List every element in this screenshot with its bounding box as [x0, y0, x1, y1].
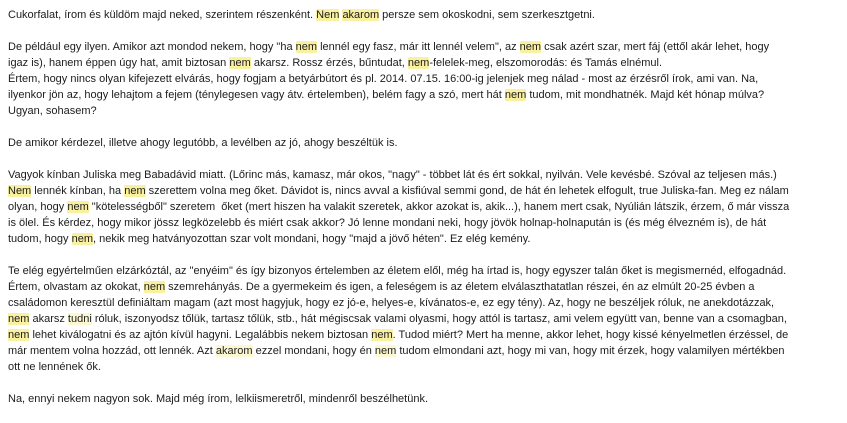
paragraph: [8, 167, 843, 247]
paragraph: [8, 135, 843, 151]
highlighted-word: nem: [229, 57, 251, 69]
highlighted-word: tudni: [67, 313, 92, 325]
text-line: [8, 183, 843, 199]
text-segment: akarsz: [29, 313, 68, 325]
text-line: [8, 55, 843, 71]
text-segment: ilyenkor jön az, hogy lehajtom a fejem (ténylegesen vagy átv. értelemben), belém fagy a szó, mert hát: [8, 89, 505, 101]
text-segment: már mentem volna hozzád, ott lennék. Azt: [8, 345, 216, 357]
text-line: [8, 103, 843, 119]
text-segment: . Tudod miért? Mert ha menne, akkor lehet, hogy kissé kényelmetlen érzéssel, de: [392, 329, 789, 341]
text-line: [8, 311, 843, 327]
highlighted-word: nem: [519, 41, 542, 53]
highlighted-word: nem: [8, 313, 30, 325]
text-line: [8, 39, 843, 55]
highlighted-word: nem: [504, 89, 527, 101]
text-line: [8, 391, 843, 407]
text-segment: lennél egy fasz, már itt lennél velem", az: [317, 41, 520, 53]
paragraph: [8, 7, 843, 23]
text-segment: lennék kínban, ha: [31, 185, 125, 197]
text-line: [8, 295, 843, 311]
text-segment: szerettem volna meg őket. Dávidot is, nincs avval a kisfiúval semmi gond, de hát én lehetek elfogult, true Juliska-fan. Meg ez nálam: [145, 185, 789, 197]
document-body: [8, 7, 843, 407]
highlighted-word: nem: [374, 345, 397, 357]
text-segment: ott ne lennének ők.: [8, 361, 101, 373]
text-segment: Cukorfalat, írom és küldöm majd neked, szerintem részenként.: [8, 9, 317, 21]
highlighted-word: nem: [124, 185, 146, 197]
paragraph: [8, 391, 843, 407]
text-segment: Értem, hogy nincs olyan kifejezett elvárás, hogy fogjam a betyárbútort és pl. 2014. 07.15. 16:00-ig jelenjek meg nálad - most az érzésről írok, ami van. Na,: [8, 73, 759, 85]
text-segment: De amikor kérdezel, illetve ahogy legutóbb, a levélben az jó, ahogy beszéltük is.: [8, 137, 398, 149]
highlighted-word: nem: [371, 329, 393, 341]
text-line: [8, 231, 843, 247]
text-segment: tudom, mit mondhatnék. Majd két hónap múlva?: [526, 89, 765, 101]
text-line: [8, 215, 843, 231]
highlighted-word: akarom: [342, 9, 380, 21]
text-segment: róluk, iszonyodsz tőlük, tartasz tőlük, stb., hát mégiscsak valami olyasmi, hogy attól is tartasz, ami velem együtt van, benne van a csomagban,: [91, 313, 787, 325]
highlighted-word: nem: [71, 233, 93, 245]
text-segment: tudom elmondani azt, hogy mi van, hogy mit érzek, hogy valamilyen mértékben: [396, 345, 785, 357]
text-line: [8, 87, 843, 103]
text-segment: akarsz. Rossz érzés, bűntudat,: [250, 57, 408, 69]
text-segment: , nekik meg hatványozottan szar volt mondani, hogy "majd a jövő héten". Ez elég kemény.: [93, 233, 531, 245]
text-line: [8, 7, 843, 23]
text-segment: csak azért szar, mert fáj (ettől akár lehet, hogy: [541, 41, 770, 53]
text-segment: -felelek-meg, elszomorodás: és Tamás elnémul.: [429, 57, 663, 69]
text-line: [8, 135, 843, 151]
text-line: [8, 71, 843, 87]
highlighted-word: nem: [143, 281, 166, 293]
highlighted-word: nem: [67, 201, 89, 213]
highlighted-word: akarom: [215, 345, 253, 357]
text-segment: is ölel. És kérdez, hogy mikor jössz legközelebb és miért csak akkor? Jó lenne mondani neki, hogy jövök holnap-holnapután is (és még élvezném is), de hát: [8, 217, 767, 229]
text-segment: Na, ennyi nekem nagyon sok. Majd még írom, lelkiismeretről, mindenről beszélhetünk.: [8, 393, 429, 405]
text-line: [8, 263, 843, 279]
text-segment: Vagyok kínban Juliska meg Babadávid miatt. (Lőrinc más, kamasz, már okos, "nagy" - többet lát és ért sokkal, nyilván. Vele kevésbé. Szóval az teljesen más.): [8, 169, 777, 181]
text-segment: igaz is), hanem éppen úgy hat, amit biztosan: [8, 57, 230, 69]
highlighted-word: Nem: [8, 185, 32, 197]
highlighted-word: nem: [407, 57, 430, 69]
text-line: [8, 199, 843, 215]
text-segment: De például egy ilyen. Amikor azt mondod nekem, hogy "ha: [8, 41, 296, 53]
paragraph: [8, 39, 843, 119]
text-line: [8, 327, 843, 343]
highlighted-word: nem: [8, 329, 30, 341]
text-segment: tudom, hogy: [8, 233, 72, 245]
text-segment: szemrehányás. De a gyermekeim és igen, a feleségem is az életem elválaszthatatlan részei, én az elmúlt 20-25 évben a: [165, 281, 755, 293]
text-segment: Értem, olvastam az okokat,: [8, 281, 144, 293]
text-segment: ezzel mondani, hogy én: [252, 345, 375, 357]
paragraph: [8, 263, 843, 375]
text-segment: lehet kiválogatni és az ajtón kívül hagyni. Legalábbis nekem biztosan: [29, 329, 372, 341]
text-segment: Te elég egyértelműen elzárkóztál, az "enyéim" és így bizonyos értelemben az életem elől, még ha írtad is, hogy egyszer talán őket is megismernéd, elfogadnád.: [8, 265, 787, 277]
text-segment: Ugyan, sohasem?: [8, 105, 97, 117]
text-line: [8, 359, 843, 375]
text-segment: olyan, hogy: [8, 201, 68, 213]
text-segment: családomon keresztül definiáltam magam (azt most hagyjuk, hogy ez jó-e, helyes-e, kívánatos-e, ez egy tény). Az, hogy ne beszéljek róluk, ne anekdotázzak,: [8, 297, 775, 309]
text-line: [8, 279, 843, 295]
highlighted-word: nem: [295, 41, 318, 53]
text-line: [8, 167, 843, 183]
text-segment: "kötelességből" szeretem őket (mert hiszen ha valakit szeretek, akkor azokat is, akik...), hanem mert csak, Nyúlián látszik, érzem, ő már vissza: [88, 201, 790, 213]
text-line: [8, 343, 843, 359]
highlighted-word: Nem: [316, 9, 340, 21]
text-segment: persze sem okoskodni, sem szerkesztgetni.: [379, 9, 595, 21]
